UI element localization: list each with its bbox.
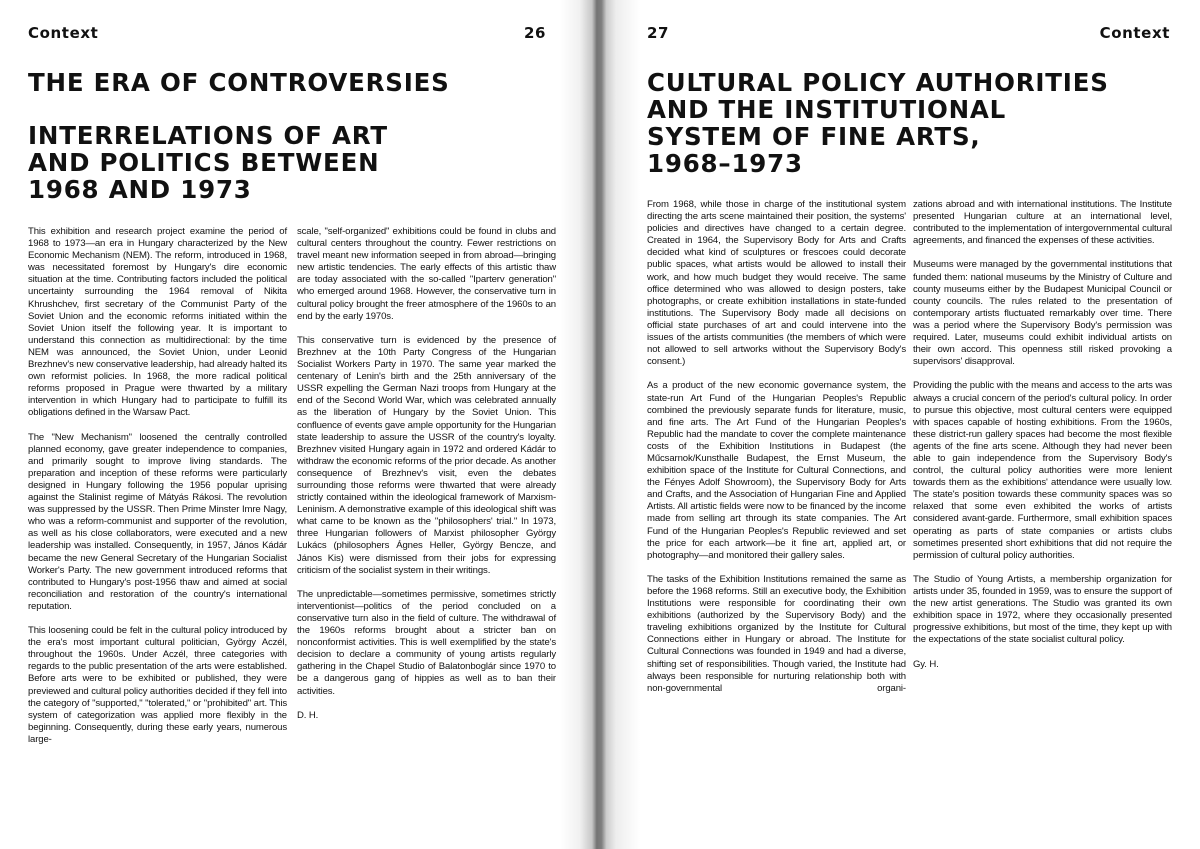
paragraph: This conservative turn is evidenced by the presence of Brezhnev at the 10th Party Congress of the Hungarian Socialist Workers Party in 1970. The same year marked the centenary of Lenin's birth and the 25th anniversary of the USSR expelling the German Nazi troops from Hungary at the end of the Second World War, which was celebrated annually as the liberation of Hungary by the Soviet Union. This confluence of events gave ample opportunity for the Hungarian state leadership to assure the USSR of the country's loyalty. Brezhnev visited Hungary again in 1972 and ordered Kádár to withdraw the economic reforms of the prior decade. As another consequence of Brezhnev's visit, even the debates surrounding those reforms were thwarted that were already strictly contained within the ideological framework of Marxism-Leninism. A demonstrative example of this ideological shift was what came to be known as the "philosophers' trial." In 1973, three Hungarian followers of Marxist philosopher György Lukács (philosophers Ágnes Heller, György Bencze, and János Kis) were dismissed from their jobs for expressing criticism of the socialist system in their writings. xyxy=(297,334,556,576)
paragraph: scale, "self-organized" exhibitions could be found in clubs and cultural centers throughout the country. Fewer restrictions on travel meant new information seeped in from abroad—bringing new artistic tendencies. The early effects of this artistic thaw are today associated with the so-called "Iparterv generation" who emerged around 1968. However, the conservative turn in cultural policy brought the freer atmosphere of the 1960s to an end by the early 1970s. xyxy=(297,226,556,322)
title-line: THE ERA OF CONTROVERSIES xyxy=(28,68,450,97)
author-initials: D. H. xyxy=(297,709,319,721)
book-gutter-shadow xyxy=(560,0,640,849)
page-number-right: 27 xyxy=(647,24,670,42)
paragraph: From 1968, while those in charge of the institutional system directing the arts scene maintained their position, the systems' policies and directives have changed to a certain degree. Created in 1964, the Supervisory Body for Arts and Crafts decided what kind of sculptures or frescoes could decorate public spaces, what artists would be allowed to install their work, and how much budget they would receive. The same office determined who was allowed to design posters, take photographs, or create exhibition installations in state-funded institutions. The Supervisory Body made all decisions on official state purchases of art and could intervene into the issues of the artists communities (the members of which were not allowed to sell artworks without the Supervisory Body's consent.) xyxy=(647,199,906,368)
subtitle-line: 1968 AND 1973 xyxy=(28,175,252,204)
paragraph: This exhibition and research project examine the period of 1968 to 1973—an era in Hungary characterized by the New Economic Mechanism (NEM). The reform, introduced in 1968, was necessitated foremost by Hungary's dire economic situation at the time. Contributing factors included the political uncertainty surrounding the 1964 removal of Nikita Khrushchev, first secretary of the Communist Party of the Soviet Union and the economic reforms initiated within the Soviet Union itself the following year. It is important to understand this connection as multidirectional: by the time NEM was announced, the Soviet Union, under Leonid Brezhnev's new conservative leadership, had already halted its own reformist policies. In 1968, the more radical political reforms proposed in Prague were thwarted by a military intervention in which Hungary had to participate to fulfill its obligations defined in the Warsaw Pact. xyxy=(28,226,287,419)
paragraph: The tasks of the Exhibition Institutions remained the same as before the 1968 reforms. Still an executive body, the Exhibition Institutions were responsible for coordinating their own exhibitions (authorized by the Supervisory Body) and the traveling exhibitions organized by the Institute for Cultural Connections either in Hungary or abroad. The Institute for Cultural Connections was founded in 1949 and had a diverse, shifting set of responsibilities. Though varied, the Institute had always been responsible for nurturing relationship both with non-governmental organi- xyxy=(647,573,906,694)
page-number-left: 26 xyxy=(524,24,547,42)
left-column-2 xyxy=(297,226,556,734)
right-column-2 xyxy=(913,199,1172,683)
running-head-right: Context xyxy=(1099,24,1170,42)
paragraph: Museums were managed by the governmental institutions that funded them: national museums by the Ministry of Culture and county museums either by the Budapest Municipal Council or county councils. The rules related to the presentation of contemporary artists fluctuated remarkably over time. There was a period where the Supervisory Body's permission was required. Later, museums could exhibit individual artists on their own accord. This openness still risked provoking a supervisors' disapproval. xyxy=(913,259,1172,368)
left-page-subtitle xyxy=(28,122,388,203)
paragraph: The "New Mechanism" loosened the centrally controlled planned economy, gave greater independence to companies, and primarily sought to improve living standards. The preparation and inception of these reforms were particularly designed in Hungary following the 1956 popular uprising against the Stalinist regime of Mátyás Rákosi. The revolution was suppressed by the USSR. Then Prime Minster Imre Nagy, who was a reform-communist and supporter of the revolution, as well as his close collaborators, were executed and a new leadership was installed. Consequently, in 1957, János Kádár became the new General Secretary of the Hungarian Socialist Worker's Party. The new government introduced reforms that contributed to Hungary's post-1956 thaw and aimed at social reconciliation and restoration of the country's international reputation. xyxy=(28,431,287,612)
right-page-title xyxy=(647,69,1109,177)
title-line: SYSTEM OF FINE ARTS, xyxy=(647,122,981,151)
left-column-1 xyxy=(28,226,287,758)
right-column-1 xyxy=(647,199,906,707)
author-initials: Gy. H. xyxy=(913,658,939,670)
paragraph: As a product of the new economic governance system, the state-run Art Fund of the Hungarian Peoples's Republic combined the previously separate funds for literature, music, and fine arts. The Art Fund of the Hungarian Peoples's Republic had the mandate to cover the complete maintenance costs of the Exhibition Institutions in Budapest (the Műcsarnok/Kunsthalle Budapest, the Ernst Museum, the exhibition space of the Institute for Cultural Connections, and the Fényes Adolf Showroom), the Supervisory Body for Arts and Crafts, and the Association of Hungarian Fine and Applied Artists. All artistic fields were now to be financed by the income made from selling art through its state companies. The Art Fund of the Hungarian Peoples's Republic reviewed and set the price for each artwork—be it fine art, applied art, or photography—and monitored their gallery sales. xyxy=(647,380,906,561)
paragraph: The unpredictable—sometimes permissive, sometimes strictly interventionist—politics of the period concluded on a conservative turn also in the field of culture. The withdrawal of the 1960s reforms brought about a stricter ban on nonconformist activities. This is well exemplified by the state's decision to declare a community of young artists regularly gathering in the Chapel Studio of Balatonboglár since 1970 to be a dangerous gang of hippies as well as to ban their activities. xyxy=(297,588,556,697)
running-head-left: Context xyxy=(28,24,99,42)
subtitle-line: INTERRELATIONS OF ART xyxy=(28,121,388,150)
left-page-title xyxy=(28,69,450,96)
paragraph: The Studio of Young Artists, a membership organization for artists under 35, founded in 1959, was to ensure the support of the new artist generations. The Studio was granted its own exhibition space in 1972, where they occasionally presented progressive exhibitions, but most of the time, they kept up with the expectations of the state socialist cultural policy. xyxy=(913,573,1172,646)
title-line: CULTURAL POLICY AUTHORITIES xyxy=(647,68,1109,97)
title-line: AND THE INSTITUTIONAL xyxy=(647,95,1007,124)
title-line: 1968–1973 xyxy=(647,149,803,178)
subtitle-line: AND POLITICS BETWEEN xyxy=(28,148,380,177)
paragraph: Providing the public with the means and access to the arts was always a crucial concern of the period's cultural policy. In order to pursue this objective, most cultural centers were equipped with spaces capable of hosting exhibitions. From the 1960s, these district-run gallery spaces had become the most flexible agents of the fine arts scene. Although they had never been able to gain independence from the Supervisory Body's control, the cultural policy authorities were more lenient towards them as the exhibitions' attendance were usually low. The state's position towards these community spaces was so relaxed that some even exhibited the works of artists considered avant-garde. Furthermore, small exhibition spaces operating as parts of state companies or artists clubs sometimes presented short exhibitions that did not require the permission of cultural policy authorities. xyxy=(913,380,1172,561)
paragraph: This loosening could be felt in the cultural policy introduced by the era's most important cultural politician, György Aczél, throughout the 1960s. Under Aczél, three categories with regards to the public presentation of the arts were established. Before arts were to be exhibited or published, they were previewed and cultural policy authorities decided if they fell into the category of "supported," "tolerated," or "prohibited" art. This system of categorization was applied more flexibly in the beginning. Consequently, during these early years, numerous large- xyxy=(28,625,287,745)
paragraph: zations abroad and with international institutions. The Institute presented Hungarian culture at an international level, contributed to the implementation of intergovernmental cultural agreements, and financed the expenses of these activities. xyxy=(913,199,1172,247)
